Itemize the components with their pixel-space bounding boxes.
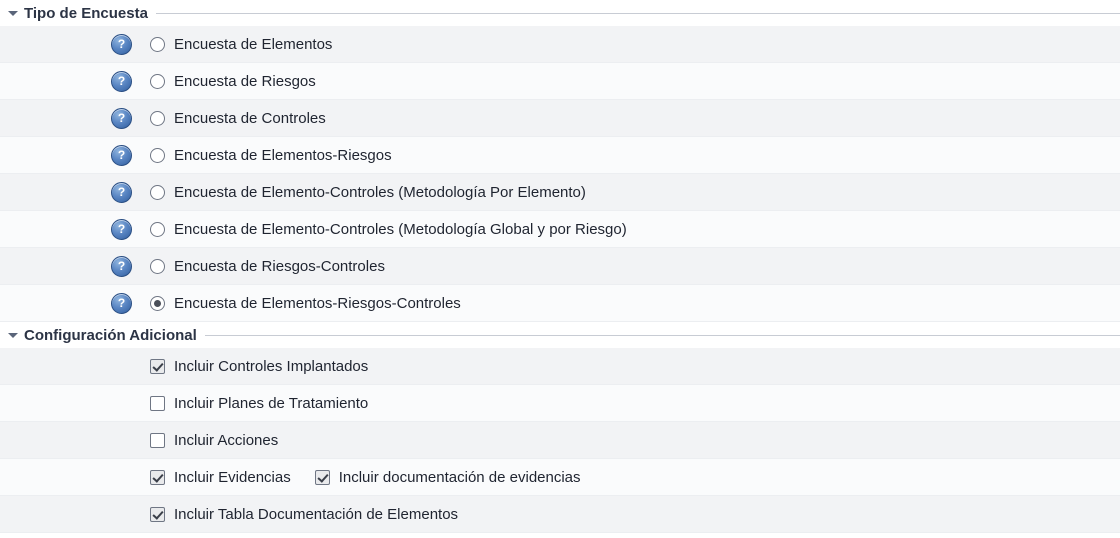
option-label: Incluir Evidencias — [174, 468, 291, 486]
help-icon[interactable]: ? — [111, 145, 132, 166]
option-label: Incluir Acciones — [174, 431, 279, 449]
checkbox-include-evidences[interactable] — [150, 470, 165, 485]
option-label: Incluir documentación de evidencias — [338, 468, 581, 486]
table-row[interactable] — [0, 285, 1120, 322]
option-label: Incluir Tabla Documentación de Elementos — [174, 505, 459, 523]
table-row[interactable] — [0, 248, 1120, 285]
row-body[interactable] — [140, 63, 1120, 99]
checkbox-include-treatment-plans[interactable] — [150, 396, 165, 411]
row-body[interactable] — [140, 422, 1120, 458]
section-divider — [205, 335, 1120, 336]
row-body[interactable] — [140, 385, 1120, 421]
row-body[interactable] — [140, 26, 1120, 62]
triangle-down-icon[interactable] — [6, 6, 20, 20]
triangle-down-icon[interactable] — [6, 328, 20, 342]
option-label: Encuesta de Elemento-Controles (Metodología Por Elemento) — [174, 183, 586, 201]
table-row[interactable] — [0, 174, 1120, 211]
radio-survey-type-6[interactable] — [150, 259, 165, 274]
help-icon[interactable]: ? — [111, 293, 132, 314]
table-row[interactable] — [0, 348, 1120, 385]
row-gutter — [0, 348, 140, 384]
row-body[interactable] — [140, 496, 1120, 532]
row-gutter — [0, 137, 140, 173]
row-body[interactable] — [140, 174, 1120, 210]
radio-survey-type-1[interactable] — [150, 74, 165, 89]
help-icon[interactable]: ? — [111, 256, 132, 277]
option-label: Encuesta de Riesgos — [174, 72, 316, 90]
checkbox-include-implemented-controls[interactable] — [150, 359, 165, 374]
row-gutter — [0, 285, 140, 321]
secondary-option-group — [315, 469, 581, 486]
row-gutter — [0, 211, 140, 247]
row-gutter — [0, 459, 140, 495]
help-icon[interactable]: ? — [111, 34, 132, 55]
help-icon[interactable]: ? — [111, 182, 132, 203]
section-header-survey-type — [0, 0, 1120, 26]
section-header-additional-config — [0, 322, 1120, 348]
option-label: Encuesta de Elementos — [174, 35, 333, 53]
checkbox-include-evidence-documentation[interactable] — [315, 470, 330, 485]
section-title: Configuración Adicional — [24, 326, 197, 344]
option-label: Encuesta de Elementos-Riesgos-Controles — [174, 294, 461, 312]
table-row[interactable] — [0, 496, 1120, 533]
row-gutter — [0, 26, 140, 62]
table-row[interactable] — [0, 100, 1120, 137]
radio-survey-type-5[interactable] — [150, 222, 165, 237]
row-gutter — [0, 385, 140, 421]
option-label: Encuesta de Elemento-Controles (Metodología Global y por Riesgo) — [174, 220, 627, 238]
section-title: Tipo de Encuesta — [24, 4, 148, 22]
table-row[interactable] — [0, 26, 1120, 63]
row-body[interactable] — [140, 137, 1120, 173]
row-body[interactable] — [140, 211, 1120, 247]
radio-survey-type-0[interactable] — [150, 37, 165, 52]
option-label: Incluir Planes de Tratamiento — [174, 394, 369, 412]
checkbox-include-actions[interactable] — [150, 433, 165, 448]
table-row[interactable] — [0, 63, 1120, 100]
row-gutter — [0, 422, 140, 458]
row-body[interactable] — [140, 348, 1120, 384]
table-row[interactable] — [0, 422, 1120, 459]
radio-survey-type-2[interactable] — [150, 111, 165, 126]
option-label: Encuesta de Elementos-Riesgos — [174, 146, 392, 164]
row-gutter — [0, 100, 140, 136]
help-icon[interactable]: ? — [111, 71, 132, 92]
table-row[interactable] — [0, 385, 1120, 422]
table-row[interactable] — [0, 137, 1120, 174]
section-divider — [156, 13, 1120, 14]
row-body[interactable] — [140, 100, 1120, 136]
option-label: Incluir Controles Implantados — [174, 357, 369, 375]
table-row[interactable] — [0, 211, 1120, 248]
table-row[interactable] — [0, 459, 1120, 496]
row-gutter — [0, 496, 140, 532]
option-label: Encuesta de Controles — [174, 109, 326, 127]
checkbox-include-elements-documentation-table[interactable] — [150, 507, 165, 522]
radio-survey-type-4[interactable] — [150, 185, 165, 200]
option-label: Encuesta de Riesgos-Controles — [174, 257, 385, 275]
help-icon[interactable]: ? — [111, 219, 132, 240]
row-gutter — [0, 174, 140, 210]
row-body[interactable] — [140, 248, 1120, 284]
help-icon[interactable]: ? — [111, 108, 132, 129]
radio-survey-type-3[interactable] — [150, 148, 165, 163]
row-gutter — [0, 248, 140, 284]
row-body[interactable] — [140, 285, 1120, 321]
radio-survey-type-7[interactable] — [150, 296, 165, 311]
row-gutter — [0, 63, 140, 99]
row-body[interactable] — [140, 459, 1120, 495]
